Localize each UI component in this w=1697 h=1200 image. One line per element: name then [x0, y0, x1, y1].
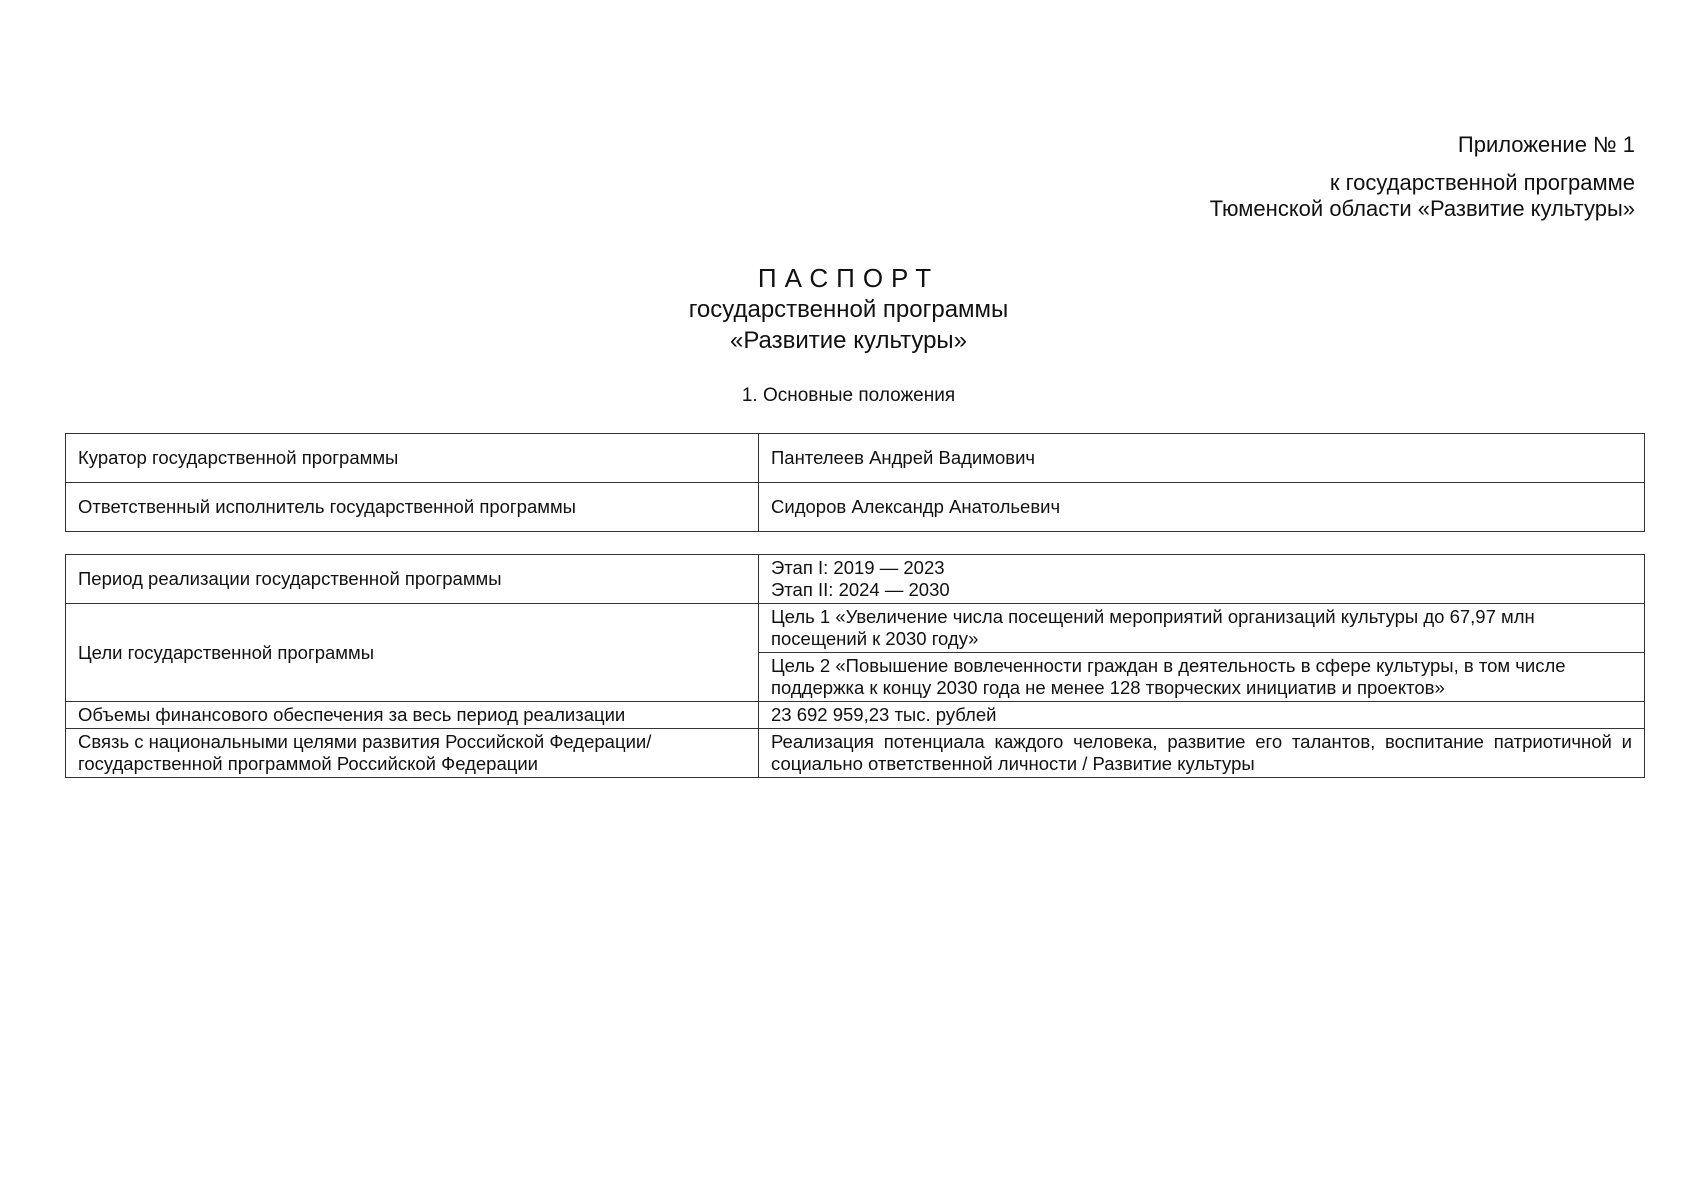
title-program-name: «Развитие культуры»	[729, 327, 968, 354]
title-program-type: государственной программы	[688, 296, 1009, 323]
national-goals-value: Реализация потенциала каждого человека, развитие его талантов, воспитание патриотичной и социально ответственной личности / Развитие культуры	[759, 729, 1645, 778]
goal-2: Цель 2 «Повышение вовлеченности граждан в деятельность в сфере культуры, в том числе поддержка к концу 2030 года не менее 128 творческих инициатив и проектов»	[759, 653, 1645, 702]
stage-1: Этап I: 2019 — 2023	[771, 557, 945, 578]
goal-1: Цель 1 «Увеличение числа посещений мероприятий организаций культуры до 67,97 млн посещений к 2030 году»	[759, 604, 1645, 653]
main-provisions-table	[65, 433, 1645, 532]
curator-label: Куратор государственной программы	[66, 434, 759, 483]
appendix-number: Приложение № 1	[1457, 132, 1635, 157]
table-row	[66, 434, 1645, 483]
appendix-reference-line2: Тюменской области «Развитие культуры»	[1209, 196, 1635, 221]
executor-value: Сидоров Александр Анатольевич	[759, 483, 1645, 532]
program-details-table	[65, 554, 1645, 778]
appendix-note	[1210, 132, 1635, 222]
period-value	[759, 555, 1645, 604]
table-row	[66, 729, 1645, 778]
funding-label: Объемы финансового обеспечения за весь период реализации	[66, 702, 759, 729]
table-row	[66, 604, 1645, 653]
title-passport: ПАСПОРТ	[757, 263, 940, 293]
stage-2: Этап II: 2024 — 2030	[771, 579, 950, 600]
table-row	[66, 483, 1645, 532]
appendix-reference-line1: к государственной программе	[1329, 170, 1635, 195]
section-heading: 1. Основные положения	[741, 385, 956, 406]
curator-value: Пантелеев Андрей Вадимович	[759, 434, 1645, 483]
period-label: Период реализации государственной программы	[66, 555, 759, 604]
document-title	[0, 262, 1697, 356]
executor-label: Ответственный исполнитель государственной программы	[66, 483, 759, 532]
goals-label: Цели государственной программы	[66, 604, 759, 702]
national-goals-label: Связь с национальными целями развития Российской Федерации/ государственной программой Российской Федерации	[66, 729, 759, 778]
funding-value: 23 692 959,23 тыс. рублей	[759, 702, 1645, 729]
table-row	[66, 702, 1645, 729]
table-row	[66, 555, 1645, 604]
